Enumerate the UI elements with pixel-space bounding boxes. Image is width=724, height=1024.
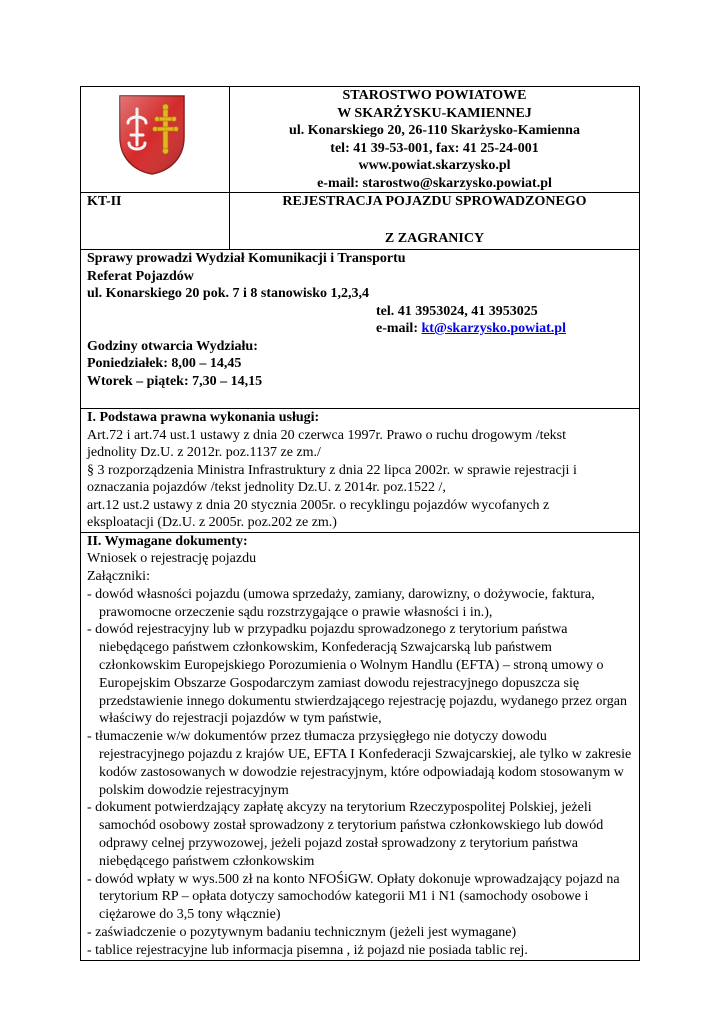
unit-email: [87, 320, 633, 338]
list-item: - dowód rejestracyjny lub w przypadku pojazdu sprowadzonego z terytorium państwa niebędącego państwem członkowskim, Konfederacją Szwajcarską lub państwem członkowskim Europejskiego Porozumienia o Wolnym Handlu (EFTA) – stroną umowy o Europejskim Obszarze Gospodarczym zamiast dowodu rejestracyjnego dopuszcza się przedstawienie innego dokumentu stwierdzającego rejestrację pojazdu, wydanego przez organ właściwy do rejestracji pojazdów w tym państwie,: [87, 622, 628, 727]
opening-hours-title: Godziny otwarcia Wydziału:: [87, 338, 258, 354]
section-title: I. Podstawa prawna wykonania usługi:: [87, 410, 320, 425]
card-title-line1: REJESTRACJA POJAZDU SPROWADZONEGO: [282, 194, 587, 209]
legal-basis-line: oznaczania pojazdów /tekst jednolity Dz.U. z 2014r. poz.1522 /,: [87, 480, 446, 495]
attachments-label: Załączniki:: [87, 569, 150, 585]
section-title: II. Wymagane dokumenty:: [87, 533, 248, 549]
office-address: ul. Konarskiego 20, 26-110 Skarżysko-Kamienna: [289, 123, 580, 138]
legal-basis-line: § 3 rozporządzenia Ministra Infrastruktury z dnia 22 lipca 2002r. w sprawie rejestracji i: [87, 462, 577, 478]
office-name-line1: STAROSTWO POWIATOWE: [342, 88, 527, 103]
list-item: - tablice rejestracyjne lub informacja pisemna , iż pojazd nie posiada tablic rej.: [87, 942, 528, 958]
legal-basis-section: [81, 409, 640, 533]
application-line: Wniosek o rejestrację pojazdu: [87, 551, 257, 567]
office-name-line2: W SKARŻYSKU-KAMIENNEJ: [337, 105, 532, 121]
legal-basis-line: eksploatacji (Dz.U. z 2005r. poz.202 ze zm.): [87, 515, 337, 530]
list-item: - dokument potwierdzający zapłatę akcyzy na terytorium Rzeczypospolitej Polskiej, jeżeli samochód osobowy został sprowadzony z terytorium państwa członkowskiego lub dowód odprawy celnej przywozowej, jeżeli pojazd został sprowadzony z terytorium państwa niebędącego państwem członkowskim: [87, 800, 604, 869]
legal-basis-row: [81, 409, 640, 533]
list-item: - dowód wpłaty w wys.500 zł na konto NFOŚiGW. Opłaty dokonuje wprowadzający pojazd na terytorium RP – opłata dotyczy samochodów kategorii M1 i N1 (samochody osobowe i ciężarowe do 3,5 tony włącznie): [87, 871, 620, 923]
legal-basis-line: jednolity Dz.U. z 2012r. poz.1137 ze zm./: [87, 445, 321, 460]
document-page: [80, 86, 640, 961]
card-title: [230, 193, 640, 250]
email-link[interactable]: kt@skarzysko.powiat.pl: [421, 321, 566, 336]
office-website[interactable]: www.powiat.skarzysko.pl: [358, 158, 511, 173]
header-row: [81, 87, 640, 193]
card-title-line2: Z ZAGRANICY: [384, 231, 485, 246]
coat-of-arms-icon: [117, 93, 187, 175]
legal-basis-line: Art.72 i art.74 ust.1 ustawy z dnia 20 czerwca 1997r. Prawo o ruchu drogowym /tekst: [87, 427, 567, 443]
email-label: e-mail:: [376, 321, 422, 336]
card-code: KT-II: [81, 193, 230, 250]
contact-info: [81, 250, 640, 409]
contact-row: [81, 250, 640, 409]
office-email[interactable]: e-mail: starostwo@skarzysko.powiat.pl: [317, 175, 552, 191]
department-name: Sprawy prowadzi Wydział Komunikacji i Transportu: [87, 251, 406, 266]
list-item: - zaświadczenie o pozytywnym badaniu technicznym (jeżeli jest wymagane): [87, 925, 517, 941]
list-item: - dowód własności pojazdu (umowa sprzedaży, zamiany, darowizny, o dożywocie, faktura, prawomocne orzeczenie sądu rozstrzygające o prawie własności i in.),: [87, 586, 595, 620]
office-phone: tel: 41 39-53-001, fax: 41 25-24-001: [330, 140, 539, 156]
unit-phone: tel. 41 3953024, 41 3953025: [376, 303, 538, 319]
required-documents-section: [81, 532, 640, 960]
office-header: [230, 87, 640, 193]
opening-hours-tuesday-friday: Wtorek – piątek: 7,30 – 14,15: [87, 373, 263, 389]
opening-hours-monday: Poniedziałek: 8,00 – 14,45: [87, 356, 242, 371]
required-documents-row: [81, 532, 640, 960]
title-row: [81, 193, 640, 250]
unit-location: ul. Konarskiego 20 pok. 7 i 8 stanowisko 1,2,3,4: [87, 286, 369, 301]
legal-basis-line: art.12 ust.2 ustawy z dnia 20 stycznia 2005r. o recyklingu pojazdów wycofanych z: [87, 497, 550, 513]
unit-name: Referat Pojazdów: [87, 268, 194, 284]
crest-cell: [81, 87, 230, 193]
info-card-table: [80, 86, 640, 961]
list-item: - tłumaczenie w/w dokumentów przez tłumacza przysięgłego nie dotyczy dowodu rejestracyjnego pojazdu z krajów UE, EFTA I Konfederacji Szwajcarskiej, ale tylko w zakresie kodów zastosowanych w dowodzie rejestracyjnym, które odpowiadają kodom stosowanym w polskim dowodzie rejestracyjnym: [87, 729, 632, 798]
